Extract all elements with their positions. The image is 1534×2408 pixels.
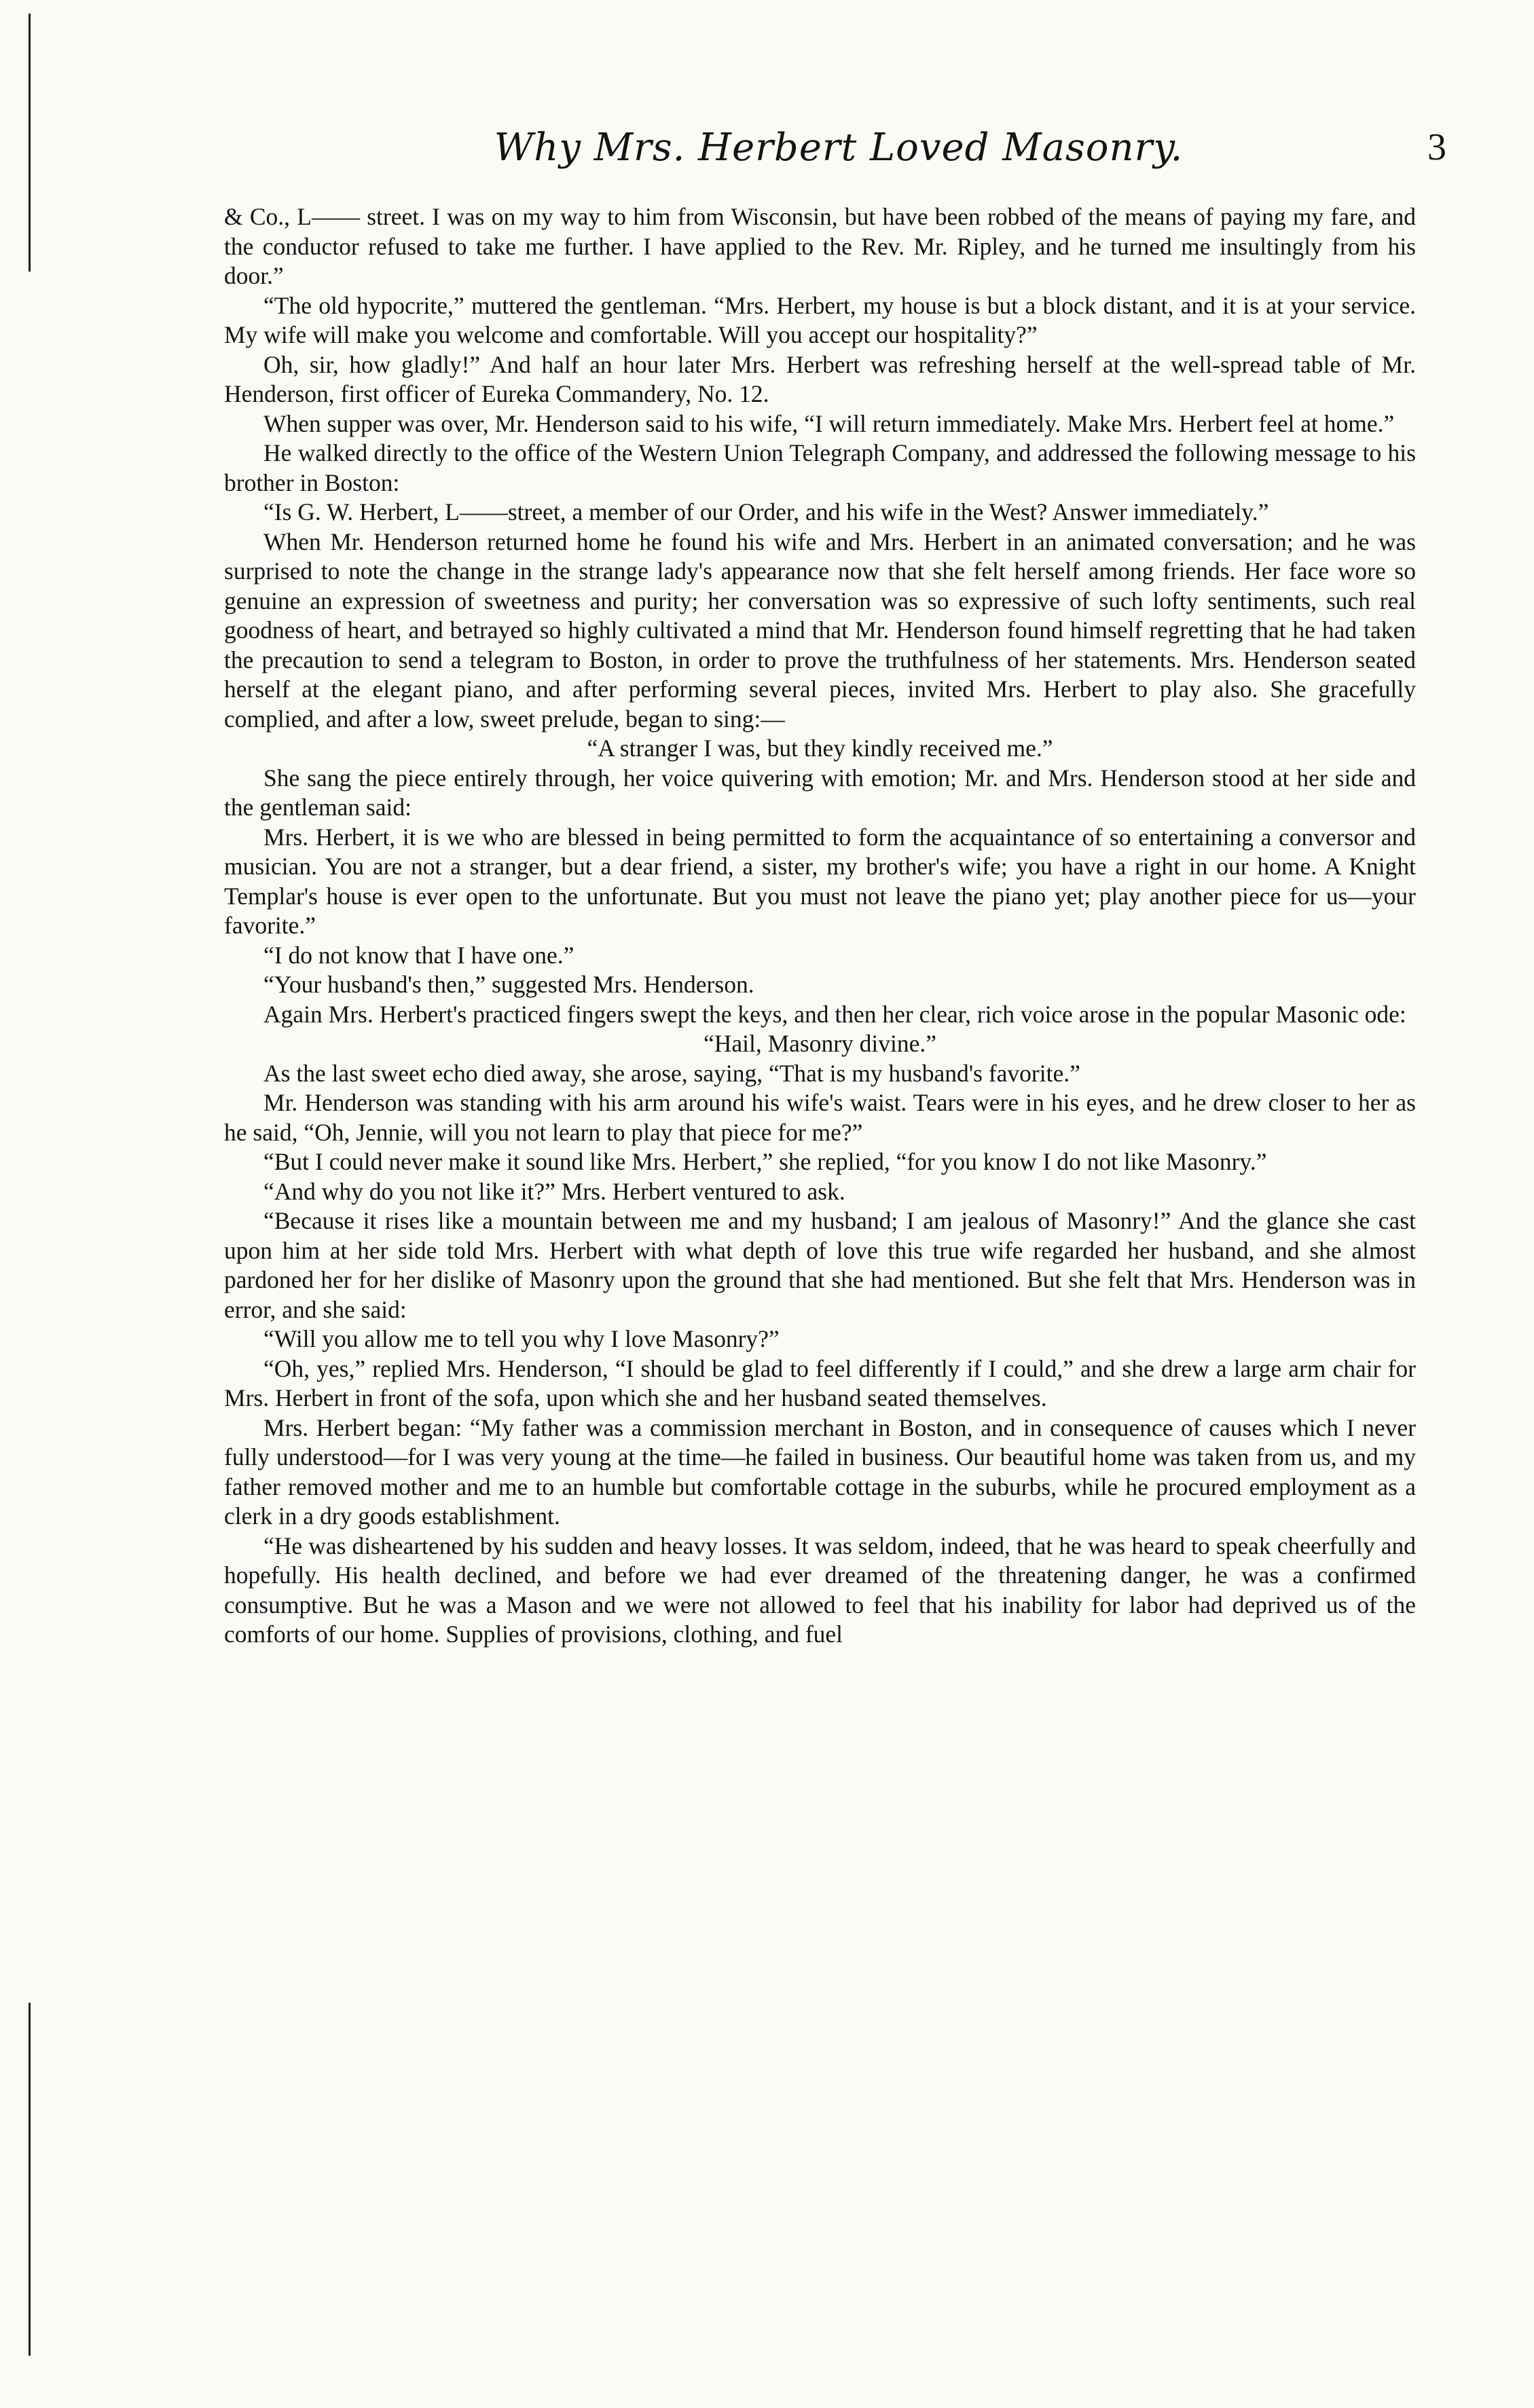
paragraph: “Will you allow me to tell you why I love Masonry?” — [263, 1325, 780, 1352]
paragraph: Oh, sir, how gladly!” And half an hour later Mrs. Herbert was refreshing herself at the well-spread table of Mr. Henderson, first officer of Eureka Commandery, No. 12. — [224, 350, 1416, 407]
paragraph: “Your husband's then,” suggested Mrs. Henderson. — [263, 971, 754, 998]
paragraph: Mrs. Herbert, it is we who are blessed in being permitted to form the acquaintance of so entertaining a conversor and musician. You are not a stranger, but a dear friend, a sister, my brother's wife; you have a right in our home. A Knight Templar's house is ever open to the unfortunate. But you must not leave the piano yet; play another piece for us—your favorite.” — [224, 823, 1416, 939]
song-title: “A stranger I was, but they kindly received me.” — [587, 735, 1053, 762]
paragraph: Mr. Henderson was standing with his arm around his wife's waist. Tears were in his eyes, and he drew closer to her as he said, “Oh, Jennie, will you not learn to play that piece for me?” — [224, 1089, 1416, 1146]
paragraph: “Because it rises like a mountain between me and my husband; I am jealous of Masonry!” And the glance she cast upon him at her side told Mrs. Herbert with what depth of love this true wife regarded her husband, and she almost pardoned her for her dislike of Masonry upon the ground that she had mentioned. But she felt that Mrs. Henderson was in error, and she said: — [224, 1207, 1416, 1323]
paragraph: “The old hypocrite,” muttered the gentleman. “Mrs. Herbert, my house is but a block distant, and it is at your service. My wife will make you welcome and comfortable. Will you accept our hospitality?” — [224, 291, 1416, 348]
song-title: “Hail, Masonry divine.” — [703, 1030, 937, 1057]
page-header — [231, 126, 1446, 187]
paragraph: When Mr. Henderson returned home he found his wife and Mrs. Herbert in an animated conversation; and he was surprised to note the change in the strange lady's appearance now that she felt herself among friends. Her face wore so genuine an expression of sweetness and purity; her conversation was so expressive of such lofty sentiments, such real goodness of heart, and betrayed so highly cultivated a mind that Mr. Henderson found himself regretting that he had taken the precaution to send a telegram to Boston, in order to prove the truthfulness of her statements. Mrs. Henderson seated herself at the elegant piano, and after performing several pieces, invited Mrs. Herbert to play also. She gracefully complied, and after a low, sweet prelude, began to sing:— — [224, 527, 1416, 733]
scan-binding-edge — [29, 14, 31, 272]
paragraph: & Co., L—— street. I was on my way to him from Wisconsin, but have been robbed of the means of paying my fare, and the conductor refused to take me further. I have applied to the Rev. Mr. Ripley, and he turned me insultingly from his door.” — [224, 203, 1416, 289]
paragraph: She sang the piece entirely through, her voice quivering with emotion; Mr. and Mrs. Henderson stood at her side and the gentleman said: — [224, 764, 1416, 821]
scan-binding-edge — [29, 2003, 31, 2356]
quoted-telegram: “Is G. W. Herbert, L——street, a member of our Order, and his wife in the West? Answer immediately.” — [263, 498, 1269, 525]
paragraph: Mrs. Herbert began: “My father was a commission merchant in Boston, and in consequence of causes which I never fully understood—for I was very young at the time—he failed in business. Our beautiful home was taken from us, and my father removed mother and me to an humble but comfortable cottage in the suburbs, while he procured employment as a clerk in a dry goods establishment. — [224, 1413, 1416, 1530]
running-title: Why Mrs. Herbert Loved Masonry. — [494, 126, 1184, 170]
paragraph: When supper was over, Mr. Henderson said to his wife, “I will return immediately. Make Mrs. Herbert feel at home.” — [263, 409, 1395, 437]
page-number: 3 — [1427, 126, 1446, 168]
paragraph: He walked directly to the office of the Western Union Telegraph Company, and addressed the following message to his brother in Boston: — [224, 439, 1416, 496]
paragraph: Again Mrs. Herbert's practiced fingers swept the keys, and then her clear, rich voice arose in the popular Masonic ode: — [263, 1000, 1406, 1028]
paragraph: “Oh, yes,” replied Mrs. Henderson, “I should be glad to feel differently if I could,” and she drew a large arm chair for Mrs. Herbert in front of the sofa, upon which she and her husband seated themselves. — [224, 1354, 1416, 1411]
paragraph: “I do not know that I have one.” — [263, 941, 574, 969]
paragraph: “But I could never make it sound like Mrs. Herbert,” she replied, “for you know I do not like Masonry.” — [263, 1148, 1267, 1175]
paragraph: “And why do you not like it?” Mrs. Herbert ventured to ask. — [263, 1177, 845, 1205]
body-text — [224, 202, 1416, 2348]
paragraph: As the last sweet echo died away, she arose, saying, “That is my husband's favorite.” — [263, 1059, 1080, 1087]
paragraph: “He was disheartened by his sudden and heavy losses. It was seldom, indeed, that he was heard to speak cheerfully and hopefully. His health declined, and before we had ever dreamed of the threatening danger, he was a confirmed consumptive. But he was a Mason and we were not allowed to feel that his inability for labor had deprived us of the comforts of our home. Supplies of provisions, clothing, and fuel — [224, 1532, 1416, 1648]
